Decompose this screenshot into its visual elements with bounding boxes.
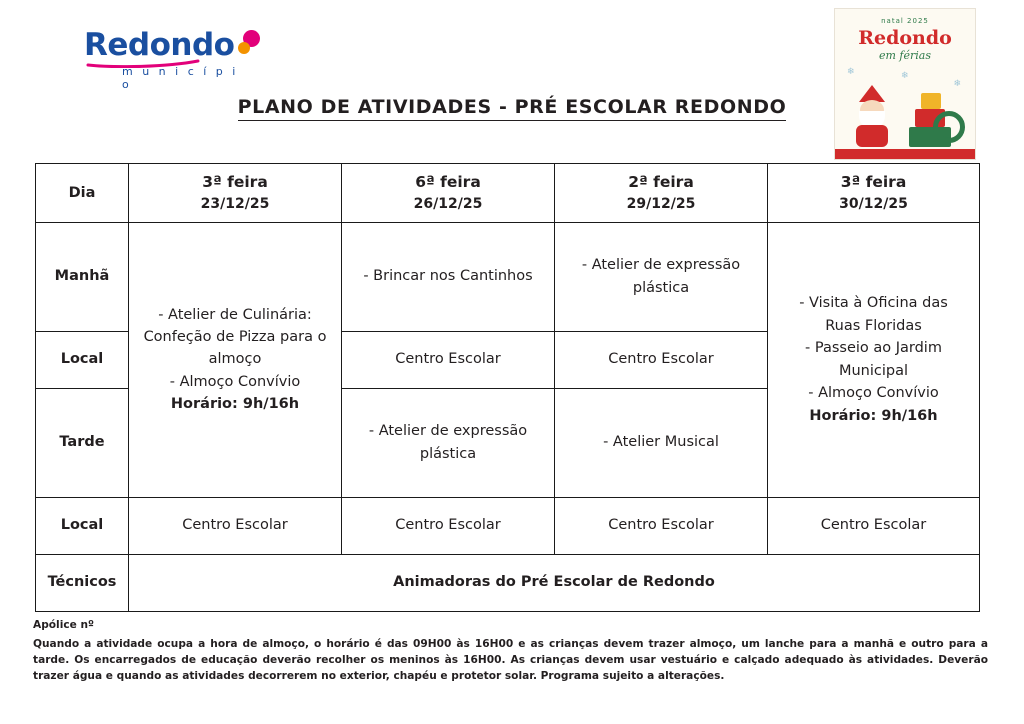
day-header-4 — [768, 164, 980, 223]
cell-day4-line5: - Almoço Convívio — [808, 385, 939, 402]
cell-day3-morning-line1: - Atelier de expressão — [581, 257, 741, 274]
cell-day1-line3: almoço — [208, 351, 262, 368]
municipality-logo — [84, 28, 244, 90]
cell-day2-morning: - Brincar nos Cantinhos — [342, 222, 555, 331]
row-label-technicians: Técnicos — [36, 554, 129, 611]
table-row-local-bottom — [36, 497, 980, 554]
day-header-2 — [342, 164, 555, 223]
logo-dot-orange-icon — [238, 42, 250, 54]
cell-day2-afternoon-line1: - Atelier de expressão — [368, 423, 528, 440]
cell-day1-merged — [129, 222, 342, 497]
cell-day4-line4: Municipal — [838, 362, 909, 379]
cell-day3-afternoon: - Atelier Musical — [555, 388, 768, 497]
row-label-local-top: Local — [36, 331, 129, 388]
poster-title: Redondo — [858, 27, 952, 49]
footer-note — [33, 618, 988, 685]
cell-day4-line3: - Passeio ao Jardim — [805, 340, 942, 357]
cell-day2-local-bottom: Centro Escolar — [342, 497, 555, 554]
logo-wordmark: Redondo — [84, 27, 235, 63]
snowflake-icon: ❄ — [901, 71, 909, 81]
day-header-3-date: 29/12/25 — [626, 196, 696, 213]
cell-day1-line4: - Almoço Convívio — [169, 373, 301, 390]
cell-technicians-value: Animadoras do Pré Escolar de Redondo — [129, 554, 980, 611]
cell-day3-local-bottom: Centro Escolar — [555, 497, 768, 554]
cell-day3-morning — [555, 222, 768, 331]
day-header-2-dow: 6ª feira — [415, 173, 481, 191]
cell-day3-local-top: Centro Escolar — [555, 331, 768, 388]
day-header-4-dow: 3ª feira — [840, 173, 907, 191]
cell-day1-line2: Confeção de Pizza para o — [143, 329, 327, 345]
day-header-3-dow: 2ª feira — [628, 173, 694, 191]
cell-day4-merged — [768, 222, 980, 497]
snowflake-icon: ❄ — [847, 67, 855, 77]
day-header-2-date: 26/12/25 — [413, 196, 483, 213]
snowflake-icon: ❄ — [953, 79, 961, 89]
cell-day1-schedule: Horário: 9h/16h — [170, 396, 300, 413]
day-header-4-date: 30/12/25 — [839, 196, 908, 213]
table-row-morning — [36, 222, 980, 331]
table-row-days — [36, 164, 980, 223]
cell-day2-afternoon — [342, 388, 555, 497]
activities-table — [35, 163, 980, 612]
cell-day2-afternoon-line2: plástica — [419, 445, 477, 462]
page-title — [0, 96, 1024, 118]
cell-day3-morning-line2: plástica — [632, 279, 690, 296]
poster-subtitle: em férias — [879, 49, 931, 62]
day-header-1-date: 23/12/25 — [200, 196, 270, 213]
footer-apolice-label: Apólice nº — [33, 619, 94, 631]
cell-day4-schedule: Horário: 9h/16h — [809, 407, 938, 424]
row-label-day: Dia — [36, 164, 129, 223]
table-row-technicians — [36, 554, 980, 611]
day-header-3 — [555, 164, 768, 223]
poster-kicker: natal 2025 — [881, 17, 929, 25]
cell-day4-line1: - Visita à Oficina das — [799, 295, 948, 312]
row-label-afternoon: Tarde — [36, 388, 129, 497]
cell-day4-local-bottom: Centro Escolar — [768, 497, 980, 554]
page-title-text: PLANO DE ATIVIDADES - PRÉ ESCOLAR REDONDO — [238, 96, 787, 121]
christmas-poster-image — [834, 8, 976, 160]
row-label-morning: Manhã — [36, 222, 129, 331]
logo-swoosh-icon — [86, 58, 206, 68]
cell-day1-local-bottom: Centro Escolar — [129, 497, 342, 554]
logo-subtitle: m u n i c í p i o — [122, 65, 239, 91]
cell-day1-line1: - Atelier de Culinária: — [158, 306, 312, 323]
row-label-local-bottom: Local — [36, 497, 129, 554]
day-header-1 — [129, 164, 342, 223]
cell-day2-local-top: Centro Escolar — [342, 331, 555, 388]
poster-bottom-bar — [835, 149, 975, 159]
day-header-1-dow: 3ª feira — [202, 173, 268, 191]
cell-day4-line2: Ruas Floridas — [825, 317, 922, 334]
footer-note-text: Quando a atividade ocupa a hora de almoço, o horário é das 09H00 às 16H00 e as crianças devem trazer almoço, um lanche para a manhã e outro para a tarde. Os encarregados de educação deverão recolher os meninos às 16H00. As crianças devem usar vestuário e calçado adequado às atividades. Deverão trazer água e quando as atividades decorrerem no exterior, chapéu e protetor solar. Programa sujeito a alterações. — [33, 637, 988, 682]
